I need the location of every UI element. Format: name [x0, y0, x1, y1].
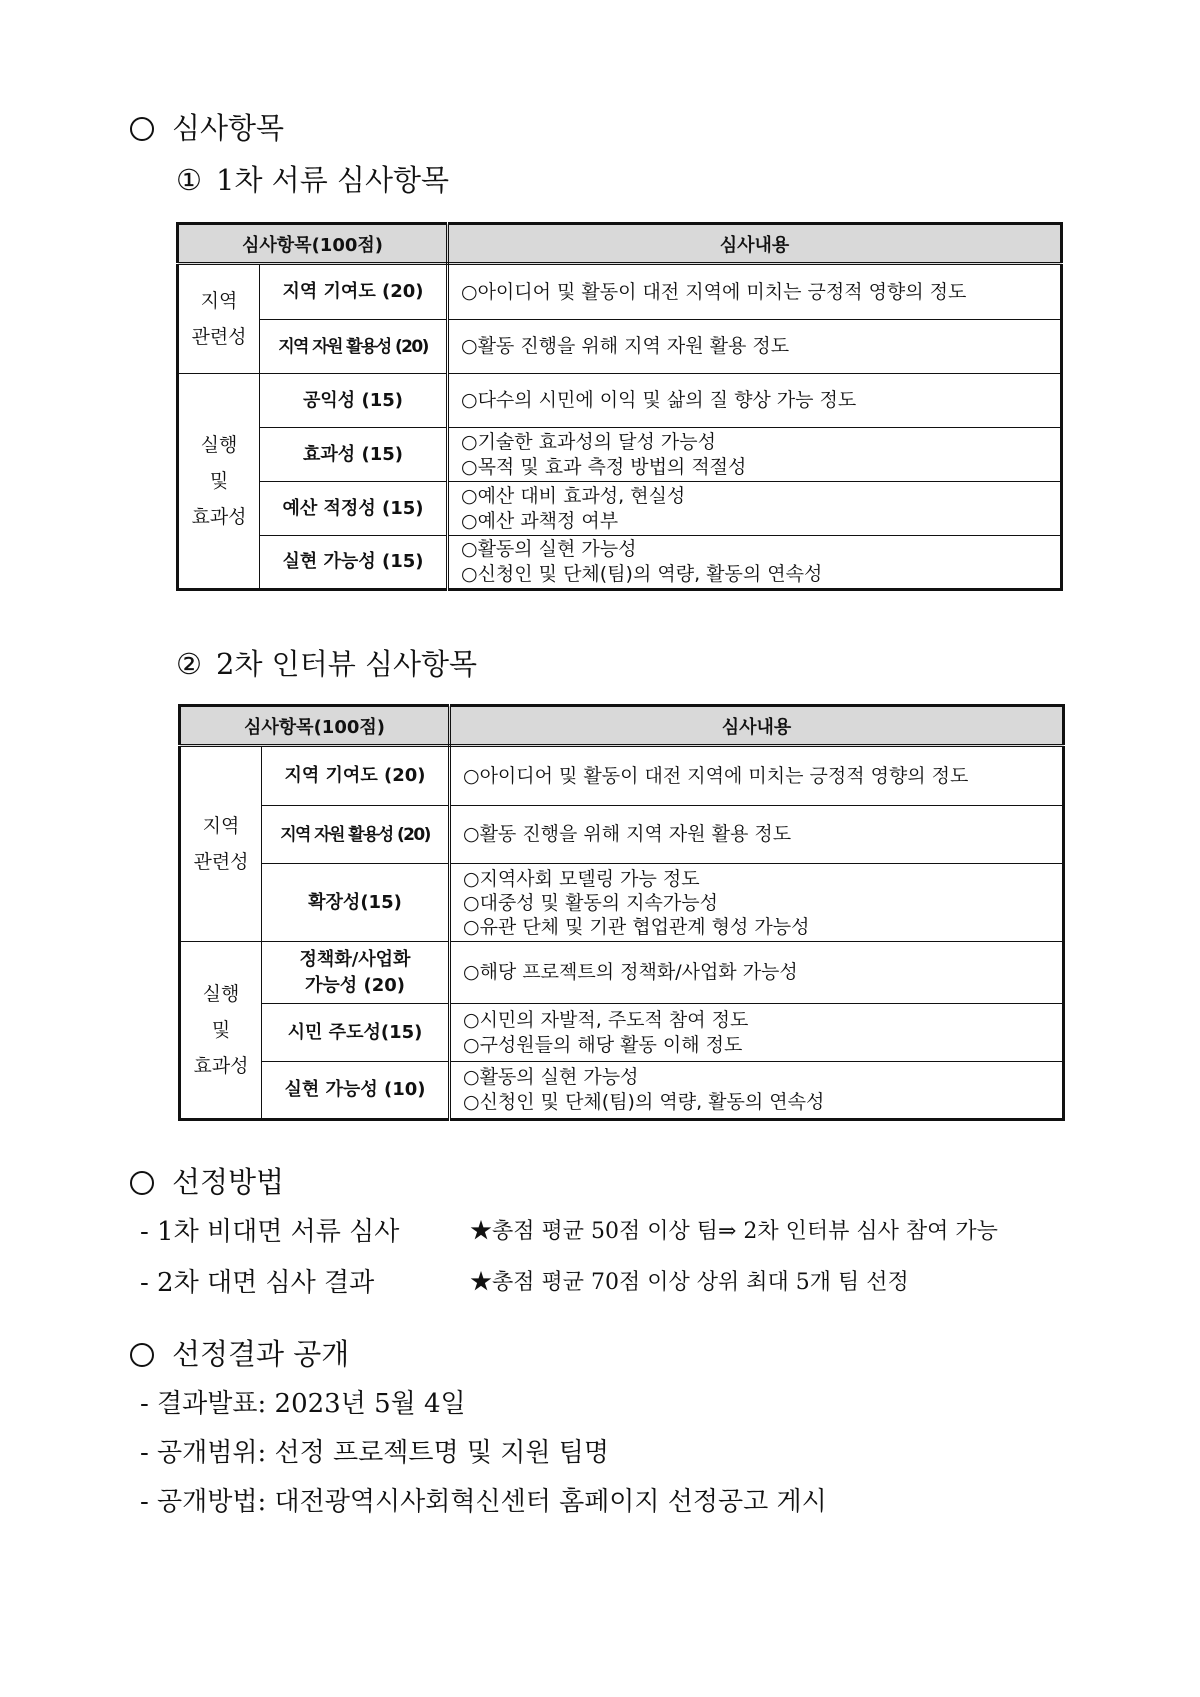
item-cell: 예산 적정성 (15)	[260, 482, 448, 536]
table-row	[178, 374, 1062, 428]
subheading-number: ②	[176, 647, 202, 681]
desc-cell: ○활동 진행을 위해 지역 자원 활용 정도	[448, 320, 1062, 374]
table-header-content: 심사내용	[448, 224, 1062, 264]
table-row	[180, 806, 1064, 864]
desc-cell: ○기술한 효과성의 달성 가능성 ○목적 및 효과 측정 방법의 적절성	[448, 428, 1062, 482]
item-cell: 실현 가능성 (15)	[260, 536, 448, 590]
desc-cell: ○시민의 자발적, 주도적 참여 정도 ○구성원들의 해당 활동 이해 정도	[450, 1004, 1064, 1062]
item-cell: 실현 가능성 (10)	[262, 1062, 450, 1120]
item-cell: 지역 자원 활용성 (20)	[260, 320, 448, 374]
section-title: 심사항목	[172, 111, 285, 145]
table-row	[180, 1004, 1064, 1062]
results-line: - 공개방법: 대전광역시사회혁신센터 홈페이지 선정공고 게시	[140, 1487, 827, 1517]
section-heading-selection-method	[130, 1160, 284, 1201]
item-cell: 정책화/사업화 가능성 (20)	[262, 942, 450, 1004]
item-cell: 지역 기여도 (20)	[262, 746, 450, 806]
category-cell: 지역 관련성	[178, 264, 260, 374]
results-line: - 결과발표: 2023년 5월 4일	[140, 1389, 466, 1419]
results-line: - 공개범위: 선정 프로젝트명 및 지원 팀명	[140, 1438, 609, 1468]
subheading-title: 2차 인터뷰 심사항목	[216, 647, 477, 681]
item-cell: 지역 자원 활용성 (20)	[262, 806, 450, 864]
subheading-number: ①	[176, 163, 202, 197]
item-cell: 지역 기여도 (20)	[260, 264, 448, 320]
subheading-title: 1차 서류 심사항목	[216, 163, 449, 197]
category-cell: 지역 관련성	[180, 746, 262, 942]
desc-cell: ○활동의 실현 가능성 ○신청인 및 단체(팀)의 역량, 활동의 연속성	[450, 1062, 1064, 1120]
section-heading-criteria	[130, 106, 284, 147]
selection-note-first: ★총점 평균 50점 이상 팀⇒ 2차 인터뷰 심사 참여 가능	[470, 1219, 998, 1244]
section-heading-results	[130, 1332, 349, 1373]
circle-bullet-icon	[130, 1171, 154, 1195]
criteria-table-first-round	[176, 222, 1063, 591]
subheading-second-round	[176, 642, 477, 683]
table-row	[180, 942, 1064, 1004]
table-header-criteria: 심사항목(100점)	[178, 224, 448, 264]
circle-bullet-icon	[130, 1343, 154, 1367]
criteria-table-second-round	[178, 704, 1065, 1121]
desc-cell: ○활동의 실현 가능성 ○신청인 및 단체(팀)의 역량, 활동의 연속성	[448, 536, 1062, 590]
table-row	[180, 1062, 1064, 1120]
selection-line-second: - 2차 대면 심사 결과	[140, 1268, 375, 1298]
table-row	[178, 264, 1062, 320]
desc-cell: ○지역사회 모델링 가능 정도 ○대중성 및 활동의 지속가능성 ○유관 단체 및 기관 협업관계 형성 가능성	[450, 864, 1064, 942]
table-row	[178, 428, 1062, 482]
item-cell: 효과성 (15)	[260, 428, 448, 482]
desc-cell: ○활동 진행을 위해 지역 자원 활용 정도	[450, 806, 1064, 864]
section-title: 선정결과 공개	[172, 1337, 350, 1371]
table-row	[178, 482, 1062, 536]
desc-cell: ○다수의 시민에 이익 및 삶의 질 향상 가능 정도	[448, 374, 1062, 428]
table-row	[180, 864, 1064, 942]
desc-cell: ○아이디어 및 활동이 대전 지역에 미치는 긍정적 영향의 정도	[448, 264, 1062, 320]
item-cell: 확장성(15)	[262, 864, 450, 942]
circle-bullet-icon	[130, 117, 154, 141]
desc-cell: ○아이디어 및 활동이 대전 지역에 미치는 긍정적 영향의 정도	[450, 746, 1064, 806]
table-row	[178, 320, 1062, 374]
table-header-criteria: 심사항목(100점)	[180, 706, 450, 746]
table-row	[180, 746, 1064, 806]
category-cell: 실행 및 효과성	[178, 374, 260, 590]
section-title: 선정방법	[172, 1165, 285, 1199]
table-row	[178, 536, 1062, 590]
table-header-content: 심사내용	[450, 706, 1064, 746]
selection-note-second: ★총점 평균 70점 이상 상위 최대 5개 팀 선정	[470, 1270, 909, 1295]
desc-cell: ○예산 대비 효과성, 현실성 ○예산 과책정 여부	[448, 482, 1062, 536]
category-cell: 실행 및 효과성	[180, 942, 262, 1120]
item-cell: 시민 주도성(15)	[262, 1004, 450, 1062]
subheading-first-round	[176, 158, 449, 199]
desc-cell: ○해당 프로젝트의 정책화/사업화 가능성	[450, 942, 1064, 1004]
selection-line-first: - 1차 비대면 서류 심사	[140, 1217, 400, 1247]
item-cell: 공익성 (15)	[260, 374, 448, 428]
